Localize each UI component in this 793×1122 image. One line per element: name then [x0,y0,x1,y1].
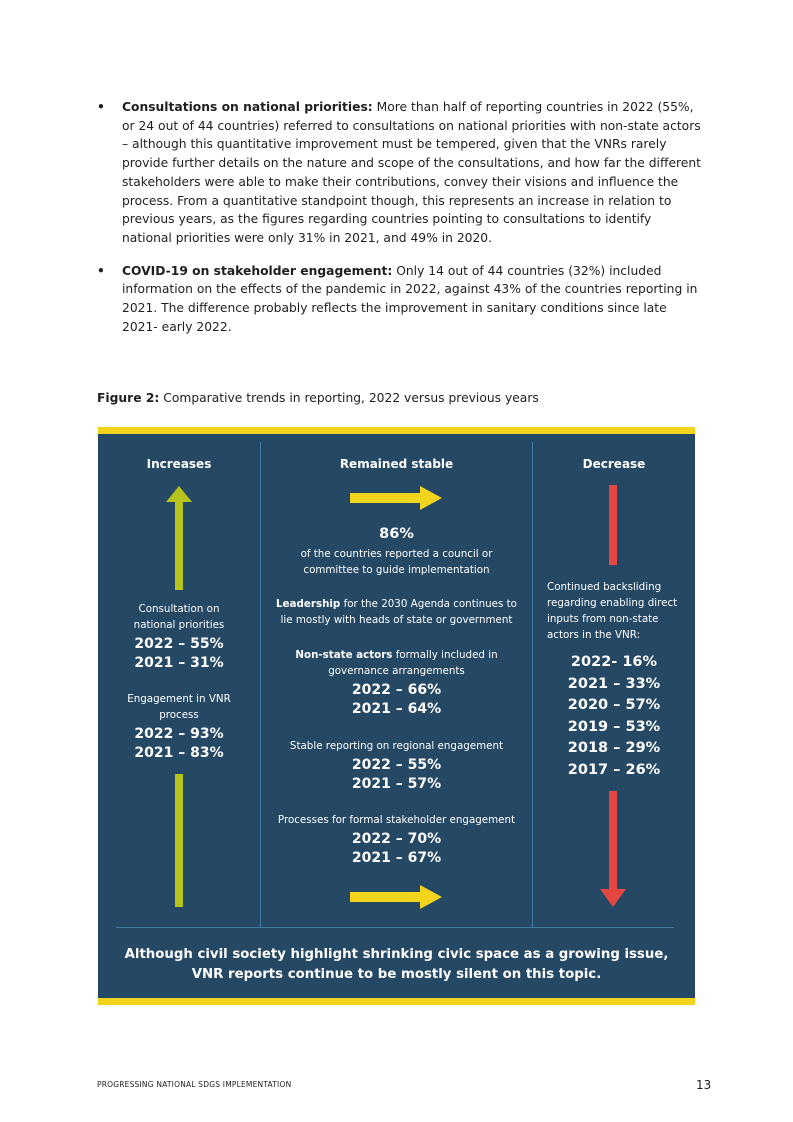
regional-label: Stable reporting on regional engagement [289,740,504,752]
leadership-rest: for the 2030 Agenda continues to lie mostly with heads of state or government [280,598,517,626]
regional-value-2022: 2022 – 55% [351,757,442,773]
decrease-value-2021: 2021 – 33% [567,675,661,692]
bullet-consultations [97,98,702,248]
arrow-shaft-icon [174,774,184,907]
nsa-value-2021: 2021 – 64% [351,701,442,717]
nsa-value-2022: 2022 – 66% [351,682,442,698]
backsliding-text: Continued backsliding regarding enabling direct inputs from non-state actors in the VNR: [547,581,678,641]
page-footer-title: PROGRESSING NATIONAL SDGS IMPLEMENTATION [97,1080,292,1089]
bullet-title: COVID-19 on stakeholder engagement: [122,263,393,278]
bullet-text: More than half of reporting countries in 2022 (55%, or 24 out of 44 countries) referred to consultations on national priorities with non-state actors – although this quantitative improvement must be tempered, given that the VNRs rarely provide further details on the nature and scope of the consultations, and how far the different stakeholders were able to make their contributions, convey their visions and influence the process. From a quantitative standpoint though, this represents an increase in relation to previous years, as the figures regarding countries pointing to consultations to identify national priorities were only 31% in 2021, and 49% in 2020. [122,100,701,245]
decrease-value-2019: 2019 – 53% [567,718,661,735]
bullet-list [97,98,702,350]
decrease-heading: Decrease [582,457,646,471]
increases-heading: Increases [146,457,212,471]
nsa-bold: Non-state actors [295,649,393,661]
consultation-value-2021: 2021 – 31% [134,655,224,671]
right-arrow-top-icon [350,486,442,510]
process-value-2022: 2022 – 70% [351,831,442,847]
process-value-2021: 2021 – 67% [351,850,442,866]
consultation-label: Consultation on national priorities [133,603,225,631]
figure-caption [97,391,539,405]
leadership-text [271,596,522,628]
engagement-value-2021: 2021 – 83% [134,745,224,761]
process-label: Processes for formal stakeholder engagement [277,814,516,826]
bullet-marker: • [97,263,105,278]
arrow-shaft-icon [608,485,618,565]
bullet-marker: • [97,100,105,114]
up-arrow-top-icon [164,486,194,592]
engagement-label: Engagement in VNR process [127,693,231,721]
decrease-value-2020: 2020 – 57% [567,697,661,713]
consultation-value-2022: 2022 – 55% [134,636,224,652]
right-arrow-bottom-icon [350,885,442,909]
engagement-value-2022: 2022 – 93% [134,726,224,742]
bullet-title: Consultations on national priorities: [122,100,373,114]
page-number: 13 [696,1078,712,1092]
decrease-value-2022: 2022- 16% [570,654,658,670]
decrease-value-2018: 2018 – 29% [567,740,661,756]
bottom-accent-bar [98,998,695,1005]
down-arrow-bottom-icon [598,791,628,908]
regional-value-2021: 2021 – 57% [351,776,442,792]
decrease-value-2017: 2017 – 26% [567,761,661,778]
figure-label: Figure 2: [97,391,160,405]
bullet-covid [97,262,702,337]
infographic-panel [98,427,695,1005]
nsa-text [281,647,512,679]
top-accent-bar [98,427,695,434]
leadership-bold: Leadership [276,598,341,610]
council-percentage: 86% [379,526,414,542]
bullet-text: Only 14 out of 44 countries (32%) included information on the effects of the pandemic in 2022, against 43% of the countries reporting in 2021. The difference probably reflects the improvement in sanitary conditions since late 2021- early 2022. [122,263,698,334]
infographic-footer-text: Although civil society highlight shrinking civic space as a growing issue, VNR reports continue to be mostly silent on this topic. [124,947,669,982]
horizontal-divider [116,927,674,928]
council-text: of the countries reported a council or committee to guide implementation [300,548,493,576]
figure-caption-text: Comparative trends in reporting, 2022 versus previous years [159,391,539,405]
nsa-rest: formally included in governance arrangements [328,649,498,677]
stable-heading: Remained stable [339,457,454,471]
